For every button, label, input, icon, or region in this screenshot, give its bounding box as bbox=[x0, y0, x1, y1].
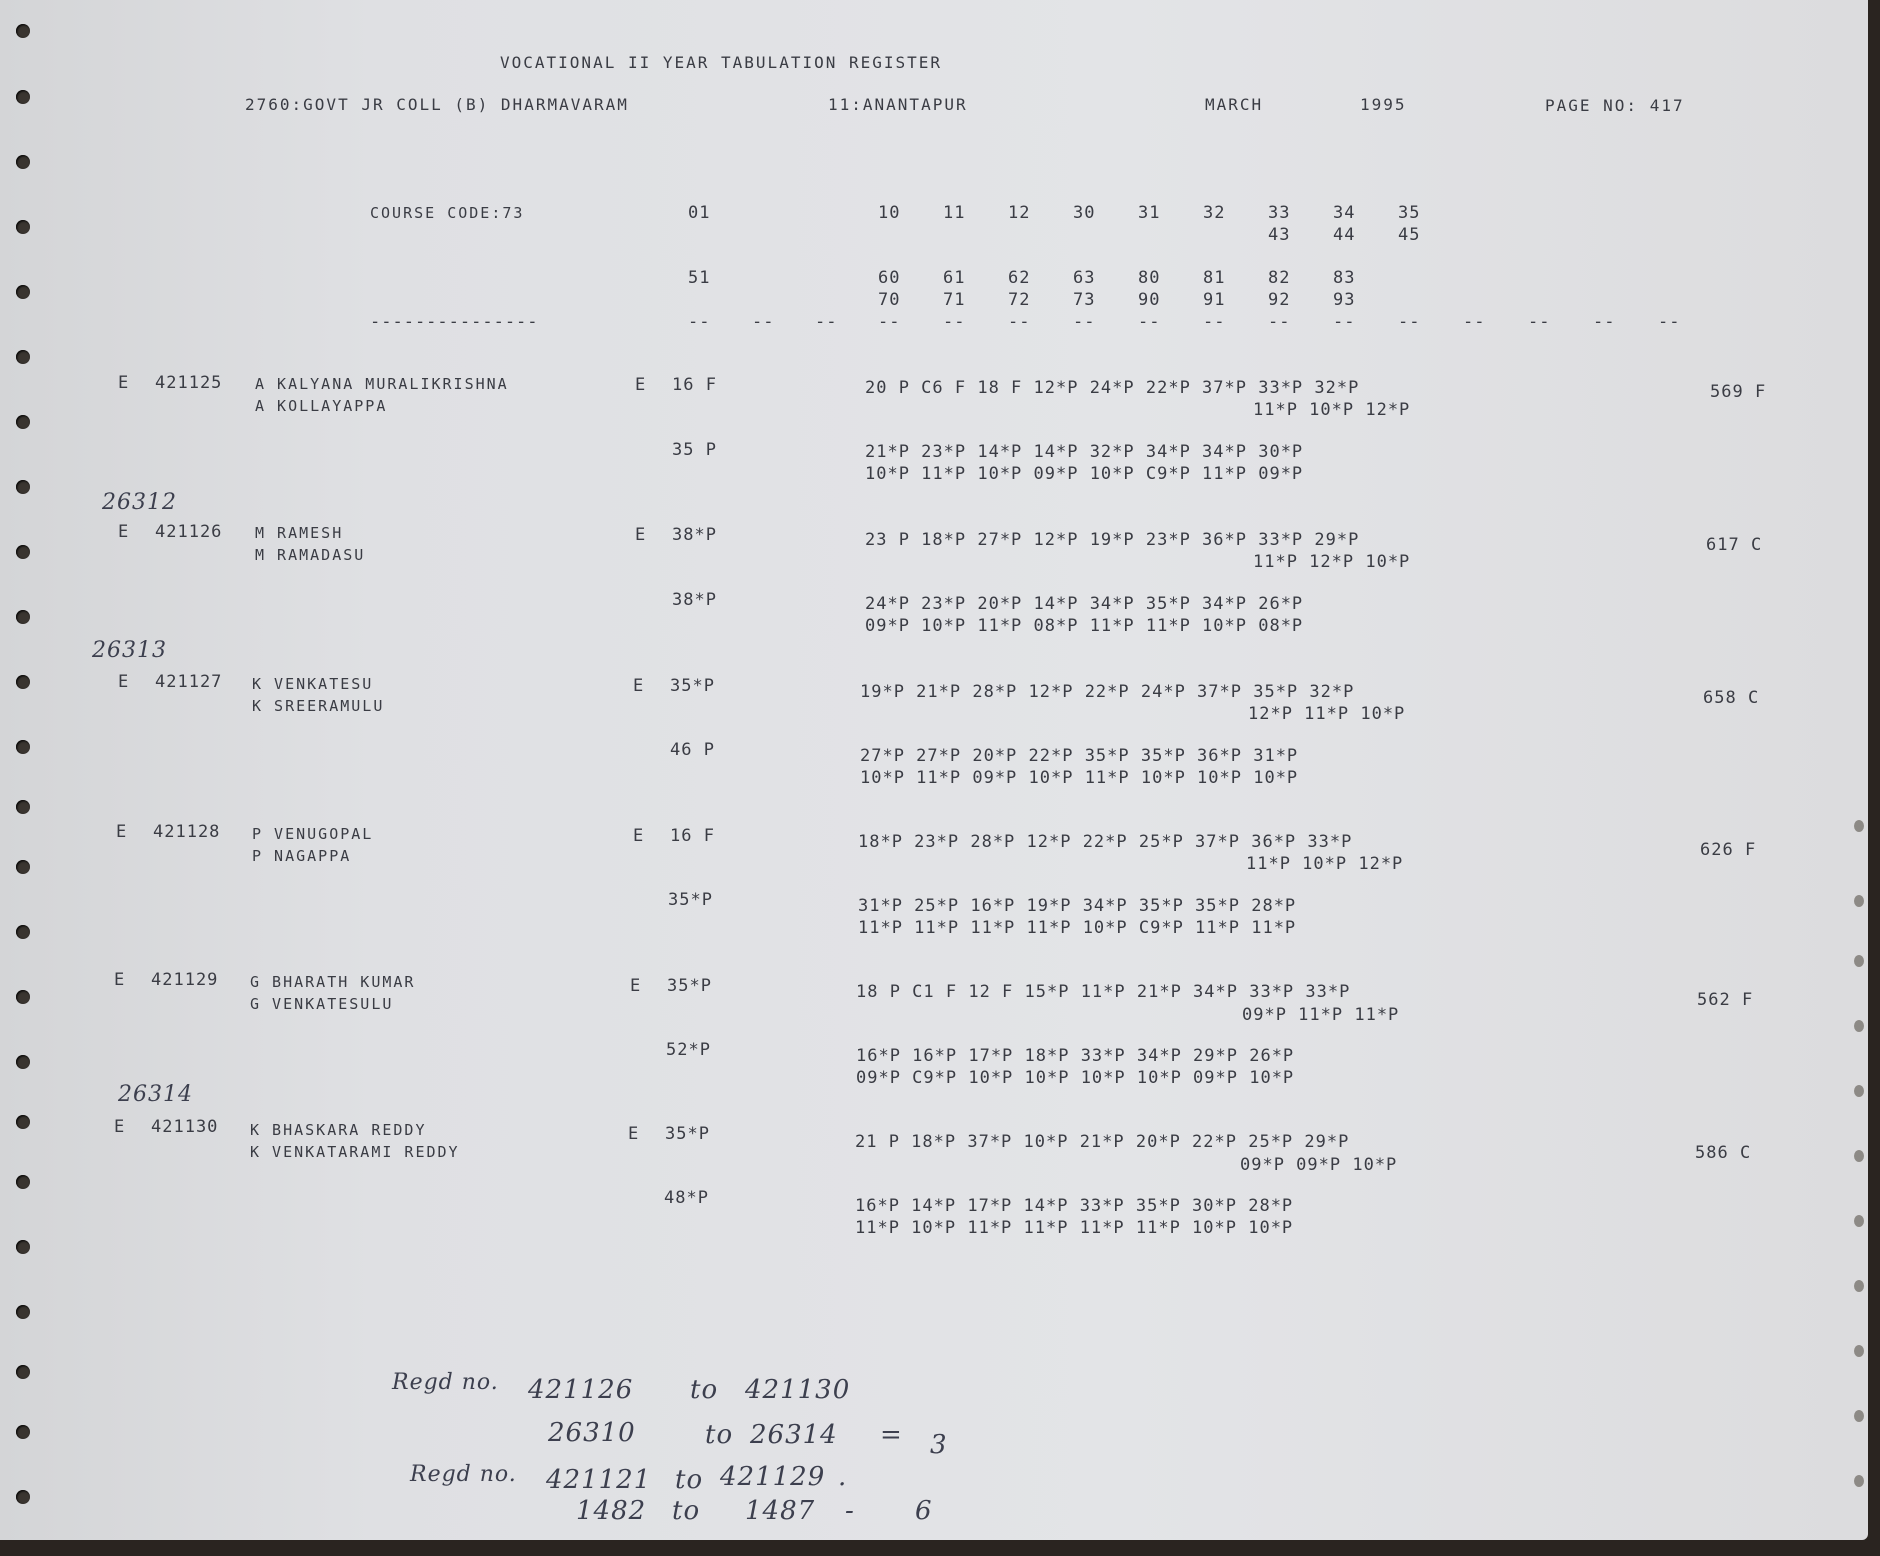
marks-line: 11*P 10*P 12*P bbox=[1246, 854, 1404, 874]
language-code: 51 bbox=[688, 268, 711, 288]
medium: E bbox=[114, 1117, 126, 1137]
header-separator: -- bbox=[1593, 312, 1616, 332]
marks-line: 10*P 11*P 10*P 09*P 10*P C9*P 11*P 09*P bbox=[865, 464, 1304, 484]
binder-hole bbox=[16, 610, 30, 624]
language-medium: E bbox=[633, 676, 645, 696]
marks-line: 09*P C9*P 10*P 10*P 10*P 10*P 09*P 10*P bbox=[856, 1068, 1295, 1088]
count: 6 bbox=[915, 1496, 933, 1526]
header-separator: -- bbox=[1658, 312, 1681, 332]
range-end: 26314 bbox=[750, 1420, 838, 1450]
binder-hole bbox=[16, 1055, 30, 1069]
language-medium: E bbox=[635, 525, 647, 545]
marks-line: 31*P 25*P 16*P 19*P 34*P 35*P 35*P 28*P bbox=[858, 896, 1297, 916]
binder-hole bbox=[16, 1175, 30, 1189]
language-2-mark: 48*P bbox=[664, 1188, 709, 1208]
language-medium: E bbox=[635, 375, 647, 395]
binder-hole bbox=[16, 350, 30, 364]
range-start: 421126 bbox=[528, 1375, 634, 1405]
registration-number: 421130 bbox=[151, 1117, 219, 1137]
range-separator: to bbox=[672, 1496, 701, 1526]
marks-line: 12*P 11*P 10*P bbox=[1248, 704, 1406, 724]
binder-hole bbox=[1854, 955, 1864, 967]
binder-hole bbox=[16, 675, 30, 689]
dash-mark: - bbox=[845, 1496, 855, 1526]
subject-code: 72 bbox=[1008, 290, 1031, 310]
marks-line: 11*P 12*P 10*P bbox=[1253, 552, 1411, 572]
header-separator: -- bbox=[878, 312, 901, 332]
subject-code: 12 bbox=[1008, 203, 1031, 223]
student-name: P VENUGOPAL bbox=[252, 825, 374, 843]
subject-code: 30 bbox=[1073, 203, 1096, 223]
header-separator: -- bbox=[1008, 312, 1031, 332]
binder-hole bbox=[16, 90, 30, 104]
range-separator: to bbox=[675, 1465, 704, 1495]
header-separator: -- bbox=[1398, 312, 1421, 332]
language-medium: E bbox=[630, 976, 642, 996]
binder-hole bbox=[1854, 1020, 1864, 1032]
father-name: G VENKATESULU bbox=[250, 995, 394, 1013]
student-name: A KALYANA MURALIKRISHNA bbox=[255, 375, 509, 393]
regd-label: Regd no. bbox=[392, 1370, 499, 1395]
subject-code: 61 bbox=[943, 268, 966, 288]
subject-code: 33 bbox=[1268, 203, 1291, 223]
binder-hole bbox=[16, 860, 30, 874]
language-2-mark: 35 P bbox=[672, 440, 717, 460]
header-separator: -- bbox=[943, 312, 966, 332]
marks-line: 10*P 11*P 09*P 10*P 11*P 10*P 10*P 10*P bbox=[860, 768, 1299, 788]
binder-hole bbox=[16, 1240, 30, 1254]
binder-hole bbox=[16, 415, 30, 429]
exam-year: 1995 bbox=[1360, 95, 1407, 114]
student-name: K VENKATESU bbox=[252, 675, 374, 693]
language-1-mark: 16 F bbox=[670, 826, 715, 846]
total-result: 658 C bbox=[1703, 688, 1760, 708]
binder-hole bbox=[1854, 1345, 1864, 1357]
subject-code: 10 bbox=[878, 203, 901, 223]
subject-code: 35 bbox=[1398, 203, 1421, 223]
father-name: A KOLLAYAPPA bbox=[255, 397, 388, 415]
range-start: 421121 bbox=[546, 1465, 652, 1495]
marks-line: 11*P 10*P 12*P bbox=[1253, 400, 1411, 420]
marks-line: 09*P 11*P 11*P bbox=[1242, 1005, 1400, 1025]
total-result: 569 F bbox=[1710, 382, 1767, 402]
subject-code: 11 bbox=[943, 203, 966, 223]
marks-line: 23 P 18*P 27*P 12*P 19*P 23*P 36*P 33*P 29*P bbox=[865, 530, 1360, 550]
marks-line: 09*P 10*P 11*P 08*P 11*P 11*P 10*P 08*P bbox=[865, 616, 1304, 636]
binder-hole bbox=[16, 1425, 30, 1439]
total-result: 626 F bbox=[1700, 840, 1757, 860]
medium: E bbox=[118, 672, 130, 692]
header-separator: -- bbox=[1203, 312, 1226, 332]
father-name: K SREERAMULU bbox=[252, 697, 385, 715]
marks-line: 18 P C1 F 12 F 15*P 11*P 21*P 34*P 33*P 33*P bbox=[856, 982, 1351, 1002]
language-1-mark: 35*P bbox=[665, 1124, 710, 1144]
language-2-mark: 38*P bbox=[672, 590, 717, 610]
subject-code: 81 bbox=[1203, 268, 1226, 288]
registration-number: 421125 bbox=[155, 373, 223, 393]
subject-code: 31 bbox=[1138, 203, 1161, 223]
binder-hole bbox=[16, 1365, 30, 1379]
binder-hole bbox=[1854, 1215, 1864, 1227]
binder-hole bbox=[16, 1305, 30, 1319]
binder-hole bbox=[1854, 1085, 1864, 1097]
father-name: K VENKATARAMI REDDY bbox=[250, 1143, 460, 1161]
total-result: 617 C bbox=[1706, 535, 1763, 555]
page-number: PAGE NO: 417 bbox=[1545, 96, 1685, 115]
header-separator: -- bbox=[1073, 312, 1096, 332]
marks-line: 18*P 23*P 28*P 12*P 22*P 25*P 37*P 36*P 33*P bbox=[858, 832, 1353, 852]
registration-number: 421129 bbox=[151, 970, 219, 990]
marks-line: 16*P 14*P 17*P 14*P 33*P 35*P 30*P 28*P bbox=[855, 1196, 1294, 1216]
marks-line: 27*P 27*P 20*P 22*P 35*P 35*P 36*P 31*P bbox=[860, 746, 1299, 766]
medium: E bbox=[118, 522, 130, 542]
binder-hole bbox=[16, 285, 30, 299]
equals-sign: = bbox=[880, 1420, 903, 1450]
subject-code: 60 bbox=[878, 268, 901, 288]
subject-code: 45 bbox=[1398, 225, 1421, 245]
header-separator: -- bbox=[815, 312, 838, 332]
binder-hole bbox=[1854, 1280, 1864, 1292]
binder-hole bbox=[16, 1490, 30, 1504]
marks-line: 11*P 10*P 11*P 11*P 11*P 11*P 10*P 10*P bbox=[855, 1218, 1294, 1238]
father-name: M RAMADASU bbox=[255, 546, 366, 564]
registration-number: 421126 bbox=[155, 522, 223, 542]
marks-line: 16*P 16*P 17*P 18*P 33*P 34*P 29*P 26*P bbox=[856, 1046, 1295, 1066]
medium: E bbox=[118, 373, 130, 393]
header-separator: -- bbox=[1528, 312, 1551, 332]
header-separator: -- bbox=[1138, 312, 1161, 332]
binder-hole bbox=[1854, 895, 1864, 907]
registration-number: 421127 bbox=[155, 672, 223, 692]
subject-code: 43 bbox=[1268, 225, 1291, 245]
language-2-mark: 52*P bbox=[666, 1040, 711, 1060]
subject-code: 91 bbox=[1203, 290, 1226, 310]
medium: E bbox=[114, 970, 126, 990]
subject-code: 83 bbox=[1333, 268, 1356, 288]
binder-hole bbox=[1854, 1410, 1864, 1422]
student-name: K BHASKARA REDDY bbox=[250, 1121, 427, 1139]
marks-line: 11*P 11*P 11*P 11*P 10*P C9*P 11*P 11*P bbox=[858, 918, 1297, 938]
binder-hole bbox=[16, 925, 30, 939]
header-separator: -- bbox=[1268, 312, 1291, 332]
registration-number: 421128 bbox=[153, 822, 221, 842]
binder-hole bbox=[16, 545, 30, 559]
student-name: G BHARATH KUMAR bbox=[250, 973, 416, 991]
subject-code: 93 bbox=[1333, 290, 1356, 310]
register-title: VOCATIONAL II YEAR TABULATION REGISTER bbox=[500, 53, 943, 72]
range-end: 1487 bbox=[745, 1496, 816, 1526]
subject-code: 70 bbox=[878, 290, 901, 310]
subject-code: 34 bbox=[1333, 203, 1356, 223]
range-separator: to bbox=[690, 1375, 719, 1405]
handwritten-number: 26312 bbox=[102, 490, 177, 515]
subject-code: 82 bbox=[1268, 268, 1291, 288]
marks-line: 21 P 18*P 37*P 10*P 21*P 20*P 22*P 25*P 29*P bbox=[855, 1132, 1350, 1152]
subject-code: 92 bbox=[1268, 290, 1291, 310]
binder-hole bbox=[1854, 1475, 1864, 1487]
total-result: 586 C bbox=[1695, 1143, 1752, 1163]
language-1-mark: 35*P bbox=[667, 976, 712, 996]
binder-hole bbox=[16, 800, 30, 814]
range-end: 421129 bbox=[720, 1462, 826, 1492]
language-1-mark: 38*P bbox=[672, 525, 717, 545]
subject-code: 71 bbox=[943, 290, 966, 310]
range-separator: to bbox=[705, 1420, 734, 1450]
marks-line: 20 P C6 F 18 F 12*P 24*P 22*P 37*P 33*P 32*P bbox=[865, 378, 1360, 398]
regd-label: Regd no. bbox=[410, 1462, 517, 1487]
handwritten-number: 26314 bbox=[118, 1082, 193, 1107]
range-end: 421130 bbox=[745, 1375, 851, 1405]
subject-code: 63 bbox=[1073, 268, 1096, 288]
range-start: 1482 bbox=[576, 1496, 647, 1526]
dot-mark: . bbox=[838, 1462, 848, 1492]
binder-hole bbox=[16, 220, 30, 234]
medium: E bbox=[116, 822, 128, 842]
binder-hole bbox=[1854, 820, 1864, 832]
student-name: M RAMESH bbox=[255, 524, 344, 542]
exam-month: MARCH bbox=[1205, 95, 1264, 114]
total-result: 562 F bbox=[1697, 990, 1754, 1010]
header-separator: -- bbox=[1333, 312, 1356, 332]
language-1-mark: 35*P bbox=[670, 676, 715, 696]
subject-code: 80 bbox=[1138, 268, 1161, 288]
language-medium: E bbox=[628, 1124, 640, 1144]
course-code: COURSE CODE:73 bbox=[370, 204, 525, 222]
language-code: 01 bbox=[688, 203, 711, 223]
college-name: 2760:GOVT JR COLL (B) DHARMAVARAM bbox=[245, 95, 629, 114]
language-2-mark: 46 P bbox=[670, 740, 715, 760]
subject-code: 62 bbox=[1008, 268, 1031, 288]
subject-code: 32 bbox=[1203, 203, 1226, 223]
binder-hole bbox=[16, 480, 30, 494]
marks-line: 19*P 21*P 28*P 12*P 22*P 24*P 37*P 35*P 32*P bbox=[860, 682, 1355, 702]
count: 3 bbox=[930, 1430, 948, 1460]
language-1-mark: 16 F bbox=[672, 375, 717, 395]
binder-hole bbox=[16, 740, 30, 754]
language-2-mark: 35*P bbox=[668, 890, 713, 910]
binder-hole bbox=[1854, 1150, 1864, 1162]
header-separator: -- bbox=[688, 312, 711, 332]
district-name: 11:ANANTAPUR bbox=[828, 95, 968, 114]
binder-hole bbox=[16, 990, 30, 1004]
binder-hole bbox=[16, 155, 30, 169]
binder-hole bbox=[16, 1115, 30, 1129]
marks-line: 24*P 23*P 20*P 14*P 34*P 35*P 34*P 26*P bbox=[865, 594, 1304, 614]
handwritten-number: 26313 bbox=[92, 638, 167, 663]
range-start: 26310 bbox=[548, 1418, 636, 1448]
father-name: P NAGAPPA bbox=[252, 847, 352, 865]
language-medium: E bbox=[633, 826, 645, 846]
header-separator: -- bbox=[752, 312, 775, 332]
binder-hole bbox=[16, 24, 30, 38]
subject-code: 73 bbox=[1073, 290, 1096, 310]
subject-code: 44 bbox=[1333, 225, 1356, 245]
header-separator: -- bbox=[1463, 312, 1486, 332]
header-separator: --------------- bbox=[370, 312, 539, 332]
marks-line: 21*P 23*P 14*P 14*P 32*P 34*P 34*P 30*P bbox=[865, 442, 1304, 462]
subject-code: 90 bbox=[1138, 290, 1161, 310]
marks-line: 09*P 09*P 10*P bbox=[1240, 1155, 1398, 1175]
